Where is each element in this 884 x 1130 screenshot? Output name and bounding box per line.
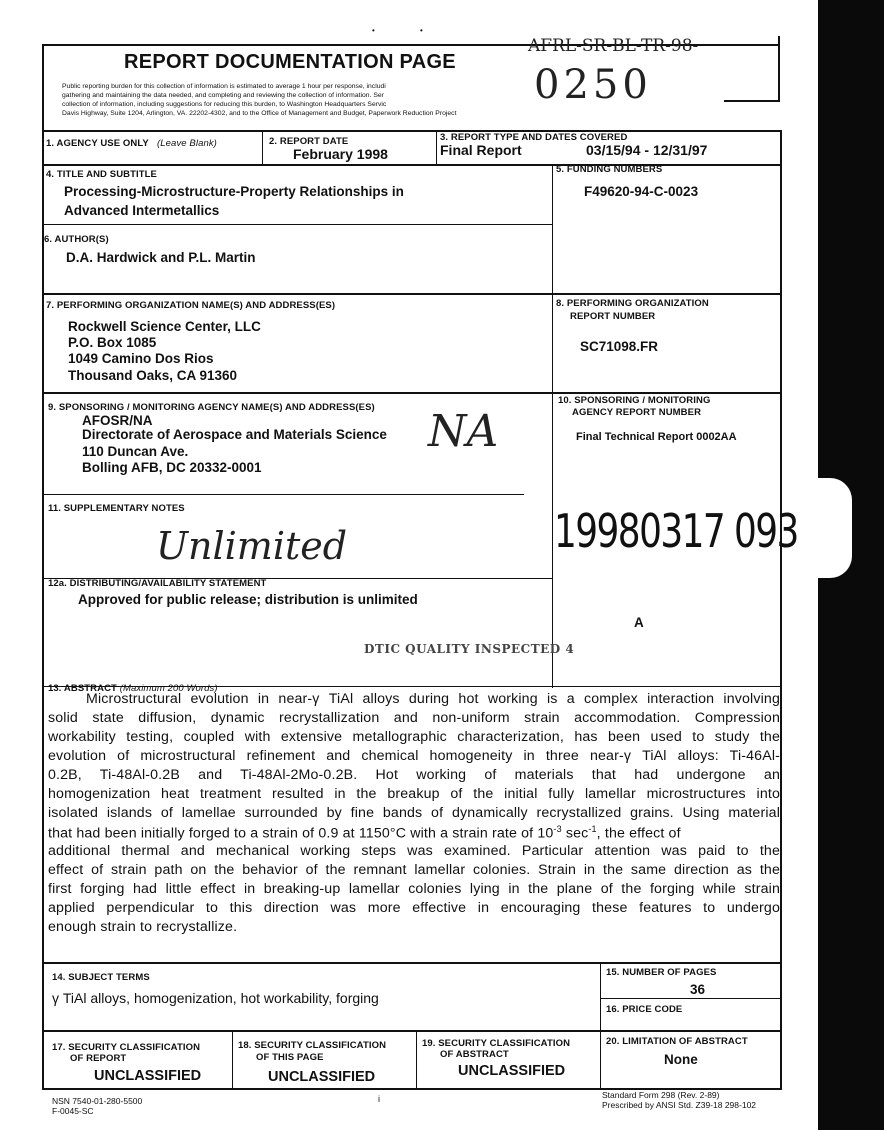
abstract-line-3: workability testing, coupled with extensive metallographic characterization, has been used to study the xyxy=(48,729,780,745)
report-type: Final Report xyxy=(440,142,522,158)
limitation-value: None xyxy=(664,1052,698,1067)
sec-page-value: UNCLASSIFIED xyxy=(268,1069,376,1085)
spons-line-3: 110 Duncan Ave. xyxy=(82,444,189,459)
spons-label: 9. SPONSORING / MONITORING AGENCY NAME(S) AND ADDRESS(ES) xyxy=(48,402,375,413)
abstract-label: 13. ABSTRACT (Maximum 200 Words) xyxy=(48,683,218,694)
handwritten-unlimited: Unlimited xyxy=(156,524,348,568)
funding-number: F49620-94-C-0023 xyxy=(584,184,699,199)
frame-right xyxy=(780,130,782,1090)
rule-col-19-20 xyxy=(600,1030,601,1088)
spons-line-1: AFOSR/NA xyxy=(82,413,153,428)
report-date: February 1998 xyxy=(293,146,388,162)
accession-number-stamp: 19980317 093 xyxy=(554,504,798,558)
burden-notice-2: gathering and maintaining the data needed, and completing and reviewing the collection of information. Ser xyxy=(62,92,384,99)
sec-report-label-2: OF REPORT xyxy=(70,1053,127,1064)
perf-org-line-1: Rockwell Science Center, LLC xyxy=(68,319,261,334)
subject-terms: γ TiAl alloys, homogenization, hot workability, forging xyxy=(52,990,379,1006)
perf-report-number: SC71098.FR xyxy=(580,339,659,354)
prescribed-by: Prescribed by ANSI Std. Z39-18 298-102 xyxy=(602,1100,757,1110)
abstract-line-5: 0.2B, Ti-48Al-0.2B and Ti-48Al-2Mo-0.2B. Hot working of materials that had undergone an xyxy=(48,767,780,783)
stamp-report-id: AFRL-SR-BL-TR-98- xyxy=(528,36,699,56)
rule-title-author xyxy=(42,224,552,225)
title-label: 4. TITLE AND SUBTITLE xyxy=(46,169,157,180)
abstract-line-4: evolution of microstructural refinement and chemical homogeneity in three near-γ TiAl alloys: Ti-46Al- xyxy=(48,748,780,764)
sec-page-label-2: OF THIS PAGE xyxy=(256,1052,324,1063)
handwritten-report-number: 0250 xyxy=(534,62,652,108)
burden-notice-4: Davis Highway, Suite 1204, Arlington, VA. 22202-4302, and to the Office of Management and Budget, Paperwork Reduction Project xyxy=(62,110,457,117)
sec-abstract-value: UNCLASSIFIED xyxy=(458,1063,566,1079)
rule-col-right xyxy=(552,164,553,688)
scan-edge-notch xyxy=(812,478,852,578)
abstract-line-11: first forging had little effect in breaking-up lamellar colonies lying in the plane of the forging while strain xyxy=(48,881,780,897)
sec-abstract-label-2: OF ABSTRACT xyxy=(440,1049,509,1060)
pages-label: 15. NUMBER OF PAGES xyxy=(606,967,717,978)
rule-row-spons xyxy=(42,392,782,394)
form-title: REPORT DOCUMENTATION PAGE xyxy=(124,51,456,73)
title-line-2: Advanced Intermetallics xyxy=(64,203,220,218)
sec-page-label-1: 18. SECURITY CLASSIFICATION xyxy=(238,1040,387,1051)
perf-report-label-1: 8. PERFORMING ORGANIZATION xyxy=(556,298,709,309)
burden-notice-3: collection of information, including suggestions for reducing this burden, to Washington Headquarters Servic xyxy=(62,101,387,108)
distribution-label: 12a. DISTRIBUTING/AVAILABILITY STATEMENT xyxy=(48,578,267,589)
sec-report-label-1: 17. SECURITY CLASSIFICATION xyxy=(52,1042,201,1053)
scan-dot: • xyxy=(420,26,423,35)
perf-org-line-3: 1049 Camino Dos Rios xyxy=(68,351,214,366)
nsn-number: NSN 7540-01-280-5500 xyxy=(52,1096,143,1106)
abstract-line-7: isolated islands of lamellae surrounded by fine bands of dynamically recrystallized grains. Using material xyxy=(48,805,780,821)
rule-col-17-18 xyxy=(232,1030,233,1088)
standard-form: Standard Form 298 (Rev. 2-89) xyxy=(602,1090,720,1100)
page-count: 36 xyxy=(690,982,706,997)
sec-report-value: UNCLASSIFIED xyxy=(94,1068,202,1084)
authors: D.A. Hardwick and P.L. Martin xyxy=(66,250,256,265)
abstract-line-13: enough strain to recrystallize. xyxy=(48,919,238,935)
abstract-line-2: solid state diffusion, dynamic recrystallization and non-uniform strain accommodation. Compression xyxy=(48,710,780,726)
spons-report-label-1: 10. SPONSORING / MONITORING xyxy=(558,395,711,406)
rule-row-subject xyxy=(42,962,782,964)
spons-line-4: Bolling AFB, DC 20332-0001 xyxy=(82,460,262,475)
spons-report-label-2: AGENCY REPORT NUMBER xyxy=(572,407,702,418)
perf-report-label-2: REPORT NUMBER xyxy=(570,311,656,322)
scan-dot: • xyxy=(372,26,375,35)
abstract-line-1: Microstructural evolution in near-γ TiAl alloys during hot working is a complex interaction involving xyxy=(86,691,780,707)
rule-col-pages xyxy=(600,962,601,1030)
supp-notes-label: 11. SUPPLEMENTARY NOTES xyxy=(48,503,185,514)
spons-report-number: Final Technical Report 0002AA xyxy=(576,431,737,443)
price-code-label: 16. PRICE CODE xyxy=(606,1004,683,1015)
report-type-label: 3. REPORT TYPE AND DATES COVERED xyxy=(440,132,628,143)
spons-line-2: Directorate of Aerospace and Materials Science xyxy=(82,427,387,442)
title-line-1: Processing-Microstructure-Property Relationships in xyxy=(64,184,404,199)
perf-org-line-4: Thousand Oaks, CA 91360 xyxy=(68,368,238,383)
abstract-line-8: that had been initially forged to a strain of 0.9 at 1150°C with a strain rate of $10^{-3}$ $\sec^{-1}$, the effect of xyxy=(48,824,681,842)
rule-col-2-3 xyxy=(436,130,437,164)
rule-pages-price xyxy=(600,998,782,999)
perf-org-label: 7. PERFORMING ORGANIZATION NAME(S) AND ADDRESS(ES) xyxy=(46,300,336,311)
funding-label: 5. FUNDING NUMBERS xyxy=(556,164,663,175)
abstract-line-9: additional thermal and mechanical working steps was examined. Particular attention was paid to the xyxy=(48,843,780,859)
dtic-quality-stamp: DTIC QUALITY INSPECTED 4 xyxy=(364,642,575,656)
rule-row-security xyxy=(42,1030,782,1032)
abstract-line-6: homogenization heat treatment resulted in the breakup of the initial fully lamellar microstructures into xyxy=(48,786,780,802)
rule-row-notes xyxy=(42,494,524,495)
burden-notice-1: Public reporting burden for this collection of information is estimated to average 1 hour per response, includi xyxy=(62,83,386,90)
distribution-statement: Approved for public release; distribution is unlimited xyxy=(78,592,418,607)
distribution-code: A xyxy=(634,615,644,630)
abstract-line-10: effect of strain path on the behavior of the remnant lamellar colonies. Strain in the same direction as the xyxy=(48,862,780,878)
rule-header xyxy=(42,130,782,132)
rule-row1 xyxy=(42,164,782,166)
agency-use-label: 1. AGENCY USE ONLY (Leave Blank) xyxy=(46,138,217,149)
frame-stamp-edge xyxy=(724,100,780,102)
page-marker: i xyxy=(378,1094,380,1104)
rule-row-org xyxy=(42,293,782,295)
frame-left xyxy=(42,44,44,1088)
handwritten-na: NA xyxy=(428,406,499,457)
sec-abstract-label-1: 19. SECURITY CLASSIFICATION xyxy=(422,1038,571,1049)
perf-org-line-2: P.O. Box 1085 xyxy=(68,335,157,350)
dates-covered: 03/15/94 - 12/31/97 xyxy=(586,142,708,158)
limitation-label: 20. LIMITATION OF ABSTRACT xyxy=(606,1036,748,1047)
frame-right-top xyxy=(778,36,780,102)
rule-col-1-2 xyxy=(262,130,263,164)
subject-terms-label: 14. SUBJECT TERMS xyxy=(52,972,150,983)
authors-label: 6. AUTHOR(S) xyxy=(44,234,109,245)
abstract-line-12: applied perpendicular to this direction was more effective in encouraging these features to undergo xyxy=(48,900,780,916)
form-code: F-0045-SC xyxy=(52,1106,94,1116)
rule-col-18-19 xyxy=(416,1030,417,1088)
report-date-label: 2. REPORT DATE xyxy=(269,136,349,147)
